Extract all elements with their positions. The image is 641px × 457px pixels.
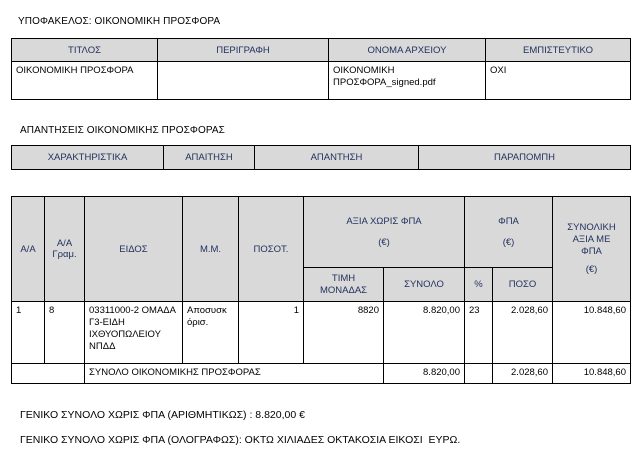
cell-vat-amount: 2.028,60: [493, 302, 553, 364]
totals-label: ΣΥΝΟΛΟ ΟΙΚΟΝΟΜΙΚΗΣ ΠΡΟΣΦΟΡΑΣ: [85, 364, 384, 384]
filename-line-1: ΟΙΚΟΝΟΜΙΚΗ: [333, 65, 395, 76]
row-filename[interactable]: [329, 62, 486, 100]
cell-aa-line: 8: [45, 302, 85, 364]
col-header-aa-line: Α/Α Γραμ.: [45, 197, 85, 302]
col-header-total: [553, 197, 631, 302]
col-header-unit: Μ.Μ.: [183, 197, 239, 302]
vat-label: ΦΠΑ: [498, 216, 519, 227]
col-header-pct: %: [465, 268, 493, 302]
col-header-aa: Α/Α: [12, 197, 45, 302]
answers-table: [11, 145, 631, 170]
filename-line-2: ΠΡΟΣΦΟΡΑ_signed.pdf: [333, 77, 436, 88]
value-no-vat-label: ΑΞΙΑ ΧΩΡΙΣ ΦΠΑ: [346, 216, 422, 227]
col-header-filename: ΟΝΟΜΑ ΑΡΧΕΙΟΥ: [329, 39, 486, 62]
row-confidential: ΟΧΙ: [486, 62, 631, 100]
grand-total-words: ΓΕΝΙΚΟ ΣΥΝΟΛΟ ΧΩΡΙΣ ΦΠΑ (ΟΛΟΓΡΑΦΩΣ): ΟΚΤΩ ΧΙΛΙΑΔΕΣ ΟΚΤΑΚΟΣΙΑ ΕΙΚΟΣΙ ΕΥΡΩ.: [20, 434, 461, 446]
totals-spacer: [12, 364, 85, 384]
row-title: ΟΙΚΟΝΟΜΙΚΗ ΠΡΟΣΦΟΡΑ: [12, 62, 158, 100]
vat-unit: (€): [502, 237, 515, 248]
cell-aa: 1: [12, 302, 45, 364]
subfolder-heading: ΥΠΟΦΑΚΕΛΟΣ: ΟΙΚΟΝΟΜΙΚΗ ΠΡΟΣΦΟΡΑ: [18, 16, 221, 27]
col-header-sum: ΣΥΝΟΛΟ: [384, 268, 465, 302]
col-header-value-no-vat: [304, 197, 465, 268]
col-header-item: ΕΙΔΟΣ: [85, 197, 183, 302]
cell-unit: Αποσυσκ όρισ.: [183, 302, 239, 364]
col-header-requirement: ΑΠΑΙΤΗΣΗ: [164, 146, 255, 170]
answers-heading: ΑΠΑΝΤΗΣΕΙΣ ΟΙΚΟΝΟΜΙΚΗΣ ΠΡΟΣΦΟΡΑΣ: [20, 125, 225, 136]
col-header-description: ΠΕΡΙΓΡΑΦΗ: [158, 39, 329, 62]
col-header-vat: [465, 197, 553, 268]
col-header-answer: ΑΠΑΝΤΗΣΗ: [255, 146, 419, 170]
col-header-amount: ΠΟΣΟ: [493, 268, 553, 302]
totals-total: 10.848,60: [553, 364, 631, 384]
grand-total-numeric: ΓΕΝΙΚΟ ΣΥΝΟΛΟ ΧΩΡΙΣ ΦΠΑ (ΑΡΙΘΜΗΤΙΚΩΣ) : 8.820,00 €: [20, 409, 305, 421]
table-row: [12, 302, 631, 364]
total-label-line-2: ΑΞΙΑ ΜΕ: [572, 234, 611, 245]
col-header-characteristics: ΧΑΡΑΚΤΗΡΙΣΤΙΚΑ: [12, 146, 164, 170]
cell-pct: 23: [465, 302, 493, 364]
cell-item: 03311000-2 ΟΜΑΔΑ Γ3-ΕΙΔΗ ΙΧΘΥΟΠΩΛΕΙΟΥ ΝΠΔΔ: [85, 302, 183, 364]
cell-sum: 8.820,00: [384, 302, 465, 364]
offer-table: [11, 196, 631, 384]
cell-qty: 1: [239, 302, 304, 364]
cell-unit-price: 8820: [304, 302, 384, 364]
totals-sum: 8.820,00: [384, 364, 465, 384]
subfolder-table: [11, 38, 631, 100]
totals-vat-amount: 2.028,60: [493, 364, 553, 384]
row-description: [158, 62, 329, 100]
col-header-unit-price: ΤΙΜΗ ΜΟΝΑΔΑΣ: [304, 268, 384, 302]
totals-row: [12, 364, 631, 384]
value-no-vat-unit: (€): [378, 237, 390, 248]
total-label-line-3: ΦΠΑ: [581, 246, 602, 257]
totals-pct-empty: [465, 364, 493, 384]
col-header-title: ΤΙΤΛΟΣ: [12, 39, 158, 62]
cell-total: 10.848,60: [553, 302, 631, 364]
total-label-line-1: ΣΥΝΟΛΙΚΗ: [567, 222, 616, 233]
col-header-confidential: ΕΜΠΙΣΤΕΥΤΙΚΟ: [486, 39, 631, 62]
col-header-qty: ΠΟΣΟΤ.: [239, 197, 304, 302]
table-row: [12, 62, 631, 100]
total-unit: (€): [585, 264, 598, 275]
col-header-reference: ΠΑΡΑΠΟΜΠΗ: [419, 146, 631, 170]
